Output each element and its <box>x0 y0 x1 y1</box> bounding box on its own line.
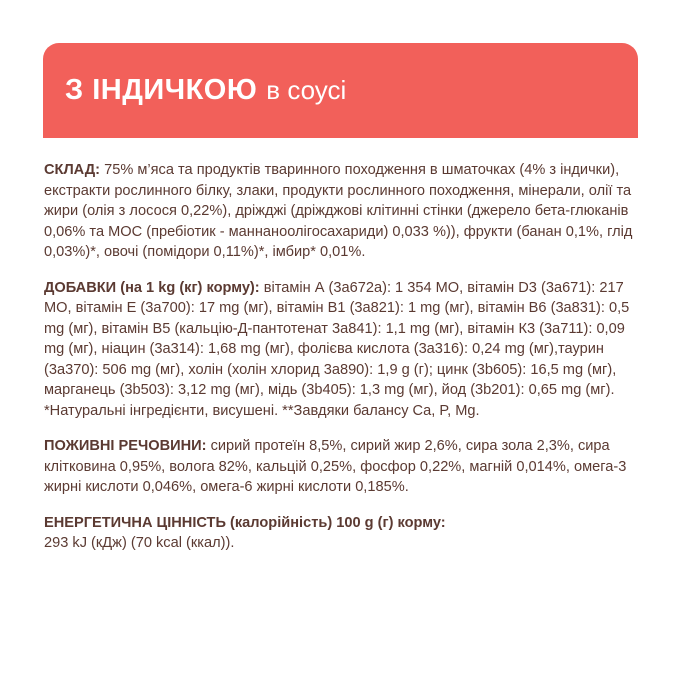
nutrients-text: сирий протеїн 8,5%, сирий жир 2,6%, сира зола 2,3%, сира клітковина 0,95%, волога 82%, кальцій 0,25%, фосфор 0,22%, магній 0,014%, омега-3 жирні кислоти 0,046%, омега-6 жирні кислоти 0,185%. <box>44 438 627 495</box>
nutrients-label: ПОЖИВНІ РЕЧОВИНИ: <box>44 438 211 454</box>
header-banner <box>43 43 638 138</box>
page-title: З ІНДИЧКОЮ <box>65 74 258 106</box>
energy-section <box>44 513 644 554</box>
composition-section <box>44 160 644 263</box>
composition-label: СКЛАД: <box>44 162 105 178</box>
ingredients-content <box>44 160 644 569</box>
composition-text: 75% м’яса та продуктів тваринного походження в шматочках (4% з індички), екстракти рослинного білку, злаки, продукти рослинного походження, мінерали, олії та жири (олія з лосося 0,22%), дріжджі (дріжджові клітинні стінки (джерело бета-глюканів 0,06% та МОС (пребіотик - маннаноолігосахариди) 0,033 %)), фрукти (банан 0,1%, глід 0,03%)*, овочі (помідори 0,11%)*, імбир* 0,01%. <box>44 162 633 260</box>
additives-text: вітамін А (3а672а): 1 354 МО, вітамін D3 (3а671): 217 МО, вітамін Е (3а700): 17 mg (мг), вітамін В1 (3а821): 1 mg (мг), вітамін В6 (3а831): 0,5 mg (мг), вітамін В5 (кальцію-Д-пантотенат 3а841): 1,1 mg (мг), вітамін К3 (3а711): 0,09 mg (мг), ніацин (3а314): 1,68 mg (мг), фолієва кислота (3а316): 0,24 mg (мг),таурин (3а370): 506 mg (мг), холін (холін хлорид 3а890): 1,9 g (г); цинк (3b605): 16,5 mg (мг), марганець (3b503): 3,12 mg (мг), мідь (3b405): 1,3 mg (мг), йод (3b201): 0,65 mg (мг). *Натуральні інгредієнти, висушені. **Завдяки балансу Ca, P, Mg. <box>44 279 630 419</box>
nutrients-section <box>44 436 644 498</box>
additives-section <box>44 278 644 422</box>
energy-text: 293 kJ (кДж) (70 kcal (ккал)). <box>44 535 235 551</box>
additives-label: ДОБАВКИ (на 1 kg (кг) корму): <box>44 279 264 296</box>
energy-label: ЕНЕРГЕТИЧНА ЦІННІСТЬ (калорійність) 100 g (г) корму: <box>44 514 446 531</box>
page-subtitle: в соусі <box>266 75 347 105</box>
